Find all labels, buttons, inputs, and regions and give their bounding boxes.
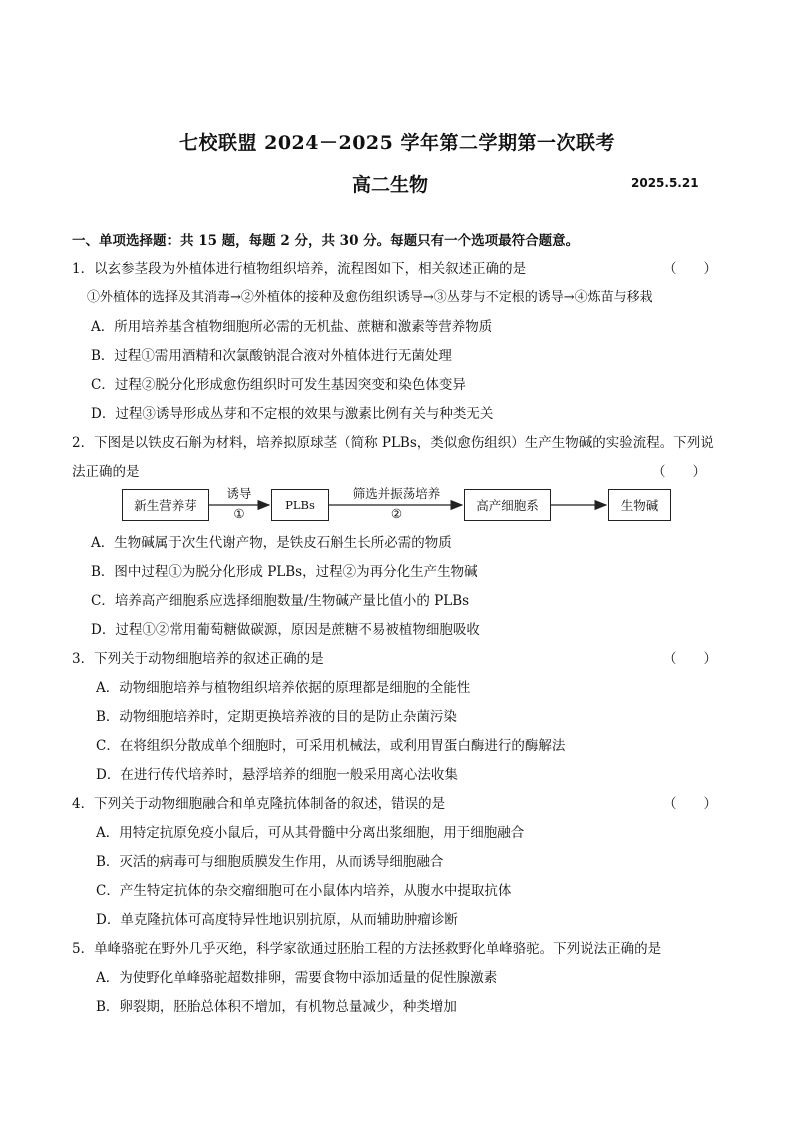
flow-arrow-2-bottom-label: ② — [390, 506, 403, 521]
question-3-option-d: D．在进行传代培养时，悬浮培养的细胞一般采用离心法收集 — [96, 767, 458, 783]
question-1-flow-text: ①外植体的选择及其消毒→②外植体的接种及愈伤组织诱导→③丛芽与不定根的诱导→④炼苗与移栽 — [87, 290, 653, 305]
question-3-stem: 3．下列关于动物细胞培养的叙述正确的是 — [72, 651, 324, 667]
question-3-option-b: B．动物细胞培养时，定期更换培养液的目的是防止杂菌污染 — [96, 709, 457, 725]
question-4-answer-paren: （ ） — [663, 796, 717, 812]
question-1-option-c: C．过程②脱分化形成愈伤组织时可发生基因突变和染色体变异 — [91, 377, 466, 393]
question-1-option-a: A．所用培养基含植物细胞所必需的无机盐、蔗糖和激素等营养物质 — [91, 319, 493, 335]
question-1-answer-paren: （ ） — [663, 261, 717, 277]
flow-arrow-1-top-label: 诱导 — [226, 486, 252, 501]
question-1-option-b: B．过程①需用酒精和次氯酸钠混合液对外植体进行无菌处理 — [91, 348, 452, 364]
question-1-stem: 1．以玄参茎段为外植体进行植物组织培养，流程图如下，相关叙述正确的是 — [72, 261, 527, 277]
exam-subject: 高二生物 — [352, 174, 429, 196]
question-5-option-b: B．卵裂期，胚胎总体积不增加，有机物总量减少，种类增加 — [96, 999, 457, 1015]
question-2-option-a: A．生物碱属于次生代谢产物，是铁皮石斛生长所必需的物质 — [91, 535, 452, 551]
question-2-stem-line1: 2．下图是以铁皮石斛为材料，培养拟原球茎（简称 PLBs，类似愈伤组织）生产生物碱的实验流程。下列说 — [72, 435, 714, 451]
question-3-option-c: C．在将组织分散成单个细胞时，可采用机械法，或利用胃蛋白酶进行的酶解法 — [96, 738, 566, 754]
flow-box-high-yield-cells: 高产细胞系 — [464, 489, 551, 521]
question-2-stem-line2: 法正确的是 — [72, 464, 140, 480]
question-5-stem: 5．单峰骆驼在野外几乎灭绝，科学家欲通过胚胎工程的方法拯救野化单峰骆驼。下列说法正确的是 — [72, 941, 662, 957]
exam-title: 七校联盟 2024－2025 学年第二学期第一次联考 — [179, 132, 615, 154]
question-1-option-d: D．过程③诱导形成丛芽和不定根的效果与激素比例有关与种类无关 — [91, 406, 494, 422]
flow-box-alkaloid: 生物碱 — [608, 489, 671, 521]
question-4-option-c: C．产生特定抗体的杂交瘤细胞可在小鼠体内培养，从腹水中提取抗体 — [96, 883, 512, 899]
question-4-option-a: A．用特定抗原免疫小鼠后，可从其骨髓中分离出浆细胞，用于细胞融合 — [96, 825, 525, 841]
flow-arrow-2-top-label: 筛选并振荡培养 — [352, 486, 441, 501]
question-4-stem: 4．下列关于动物细胞融合和单克隆抗体制备的叙述，错误的是 — [72, 796, 446, 812]
question-3-option-a: A．动物细胞培养与植物组织培养依据的原理都是细胞的全能性 — [96, 680, 471, 696]
question-2-option-b: B．图中过程①为脱分化形成 PLBs，过程②为再分化生产生物碱 — [91, 564, 478, 580]
question-2-option-c: C．培养高产细胞系应选择细胞数量/生物碱产量比值小的 PLBs — [91, 593, 470, 609]
question-2-option-d: D．过程①②常用葡萄糖做碳源，原因是蔗糖不易被植物细胞吸收 — [91, 622, 480, 638]
flow-box-nutrient-bud: 新生营养芽 — [122, 489, 209, 521]
flow-arrow-1-bottom-label: ① — [233, 506, 245, 521]
question-2-answer-paren: （ ） — [652, 464, 706, 480]
question-3-answer-paren: （ ） — [663, 651, 717, 667]
section-heading: 一、单项选择题：共 15 题，每题 2 分，共 30 分。每题只有一个选项最符合题意。 — [72, 233, 580, 249]
question-4-option-d: D．单克隆抗体可高度特异性地识别抗原，从而辅助肿瘤诊断 — [96, 912, 458, 928]
flow-box-plbs: PLBs — [271, 489, 329, 521]
question-5-option-a: A．为使野化单峰骆驼超数排卵，需要食物中添加适量的促性腺激素 — [96, 970, 498, 986]
question-4-option-b: B．灭活的病毒可与细胞质膜发生作用，从而诱导细胞融合 — [96, 854, 444, 870]
exam-date: 2025.5.21 — [631, 176, 699, 190]
flowchart-arrows — [0, 0, 794, 560]
